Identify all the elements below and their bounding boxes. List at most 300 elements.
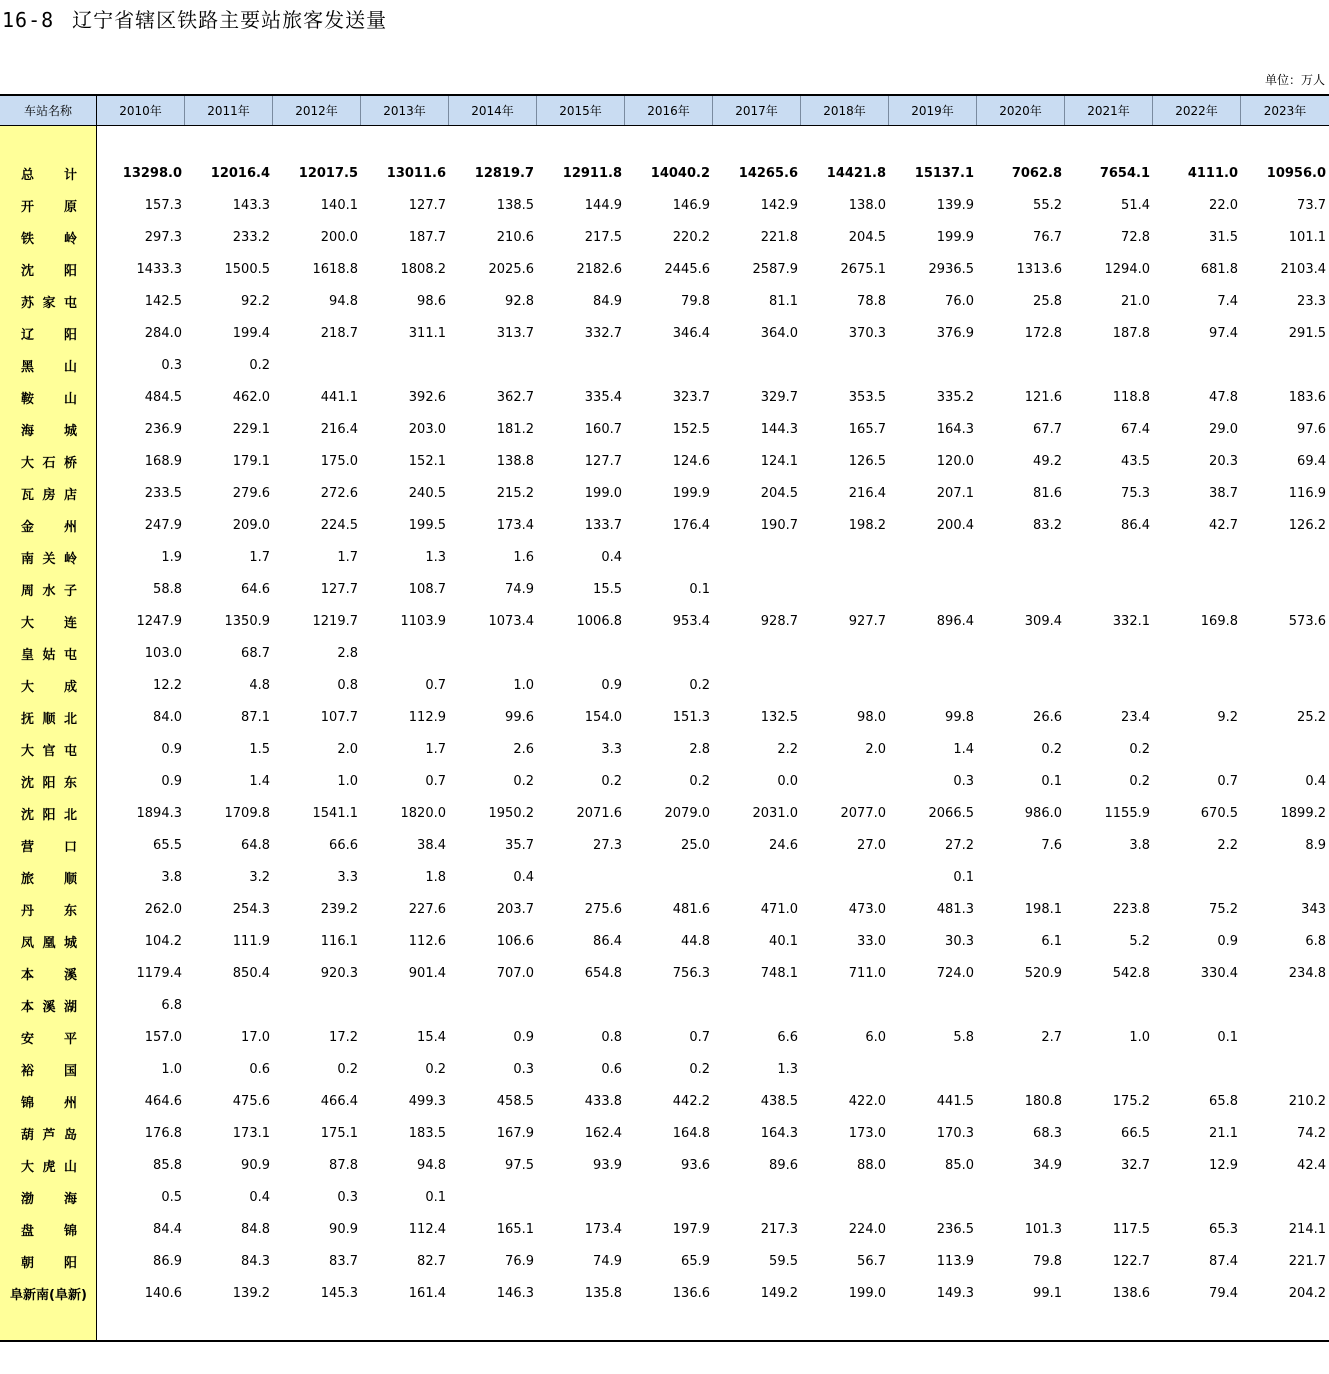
- value-cell: 217.5: [584, 229, 622, 245]
- table-row: [0, 1181, 1329, 1213]
- value-cell: 346.4: [672, 325, 710, 341]
- station-name: [0, 1156, 97, 1175]
- value-cell: 6.8: [161, 997, 182, 1013]
- station-name-char: 家: [42, 295, 56, 311]
- station-name-char: 湖: [63, 999, 77, 1015]
- station-name-char: 裕: [21, 1063, 35, 1079]
- value-cell: 12.2: [153, 677, 182, 693]
- value-cell: 111.9: [232, 933, 270, 949]
- value-cell: 55.2: [1033, 197, 1062, 213]
- table-row: [0, 765, 1329, 797]
- table-row: [0, 861, 1329, 893]
- value-cell: 953.4: [672, 613, 710, 629]
- value-cell: 2077.0: [840, 805, 886, 821]
- value-cell: 2.8: [337, 645, 358, 661]
- station-name-char: 海: [21, 423, 35, 439]
- value-cell: 224.0: [848, 1221, 886, 1237]
- value-cell: 25.0: [681, 837, 710, 853]
- value-cell: 229.1: [232, 421, 270, 437]
- value-cell: 14265.6: [738, 165, 798, 181]
- value-cell: 2.2: [777, 741, 798, 757]
- station-name-char: 北: [63, 711, 77, 727]
- value-cell: 3.2: [249, 869, 270, 885]
- station-name-char: 盘: [21, 1223, 35, 1239]
- value-cell: 87.8: [329, 1157, 358, 1173]
- value-cell: 94.8: [417, 1157, 446, 1173]
- value-cell: 198.2: [848, 517, 886, 533]
- value-cell: 108.7: [408, 581, 446, 597]
- value-cell: 176.4: [672, 517, 710, 533]
- value-cell: 14040.2: [650, 165, 710, 181]
- value-cell: 38.7: [1209, 485, 1238, 501]
- value-cell: 0.1: [425, 1189, 446, 1205]
- station-name-char: 安: [21, 1031, 35, 1047]
- value-cell: 284.0: [144, 325, 182, 341]
- unit-label: 单位：万人: [1264, 73, 1325, 87]
- value-cell: 1006.8: [576, 613, 622, 629]
- value-cell: 83.2: [1033, 517, 1062, 533]
- header-year: 2023年: [1263, 104, 1307, 118]
- value-cell: 32.7: [1121, 1157, 1150, 1173]
- value-cell: 0.2: [249, 357, 270, 373]
- value-cell: 139.2: [232, 1285, 270, 1301]
- value-cell: 2.8: [689, 741, 710, 757]
- value-cell: 113.9: [936, 1253, 974, 1269]
- value-cell: 2675.1: [840, 261, 886, 277]
- header-year: 2016年: [625, 96, 713, 125]
- value-cell: 2.6: [513, 741, 534, 757]
- value-cell: 142.5: [144, 293, 182, 309]
- station-name-char: 本: [21, 967, 35, 983]
- station-name: [0, 1124, 97, 1143]
- value-cell: 199.0: [584, 485, 622, 501]
- value-cell: 0.4: [601, 549, 622, 565]
- station-name-char: 东: [63, 775, 77, 791]
- value-cell: 65.3: [1209, 1221, 1238, 1237]
- station-name-char: 金: [21, 519, 35, 535]
- value-cell: 464.6: [144, 1093, 182, 1109]
- value-cell: 353.5: [848, 389, 886, 405]
- header-year: 2020年: [977, 96, 1065, 125]
- station-name-char: 城: [63, 935, 77, 951]
- value-cell: 173.0: [848, 1125, 886, 1141]
- value-cell: 1820.0: [400, 805, 446, 821]
- value-cell: 462.0: [232, 389, 270, 405]
- station-name-char: 连: [63, 615, 77, 631]
- value-cell: 40.1: [769, 933, 798, 949]
- value-cell: 2182.6: [576, 261, 622, 277]
- value-cell: 376.9: [936, 325, 974, 341]
- value-cell: 56.7: [857, 1253, 886, 1269]
- value-cell: 6.1: [1041, 933, 1062, 949]
- value-cell: 15.4: [417, 1029, 446, 1045]
- station-name-char: 岭: [63, 231, 77, 247]
- value-cell: 43.5: [1121, 453, 1150, 469]
- table-row: [0, 1053, 1329, 1085]
- station-name-char: 山: [63, 1159, 77, 1175]
- value-cell: 76.9: [505, 1253, 534, 1269]
- value-cell: 92.8: [505, 293, 534, 309]
- station-name: [0, 804, 97, 823]
- value-cell: 66.6: [329, 837, 358, 853]
- value-cell: 1.7: [425, 741, 446, 757]
- station-name: [0, 868, 97, 887]
- value-cell: 76.0: [945, 293, 974, 309]
- station-name-char: 大: [21, 455, 35, 471]
- station-name-char: 阳: [63, 1255, 77, 1271]
- value-cell: 86.9: [153, 1253, 182, 1269]
- value-cell: 0.9: [1217, 933, 1238, 949]
- station-name-char: 辽: [21, 327, 35, 343]
- value-cell: 0.2: [1041, 741, 1062, 757]
- station-name: [0, 836, 97, 855]
- table-row: [0, 797, 1329, 829]
- value-cell: 7062.8: [1011, 165, 1062, 181]
- value-cell: 79.8: [1033, 1253, 1062, 1269]
- value-cell: 481.6: [672, 901, 710, 917]
- value-cell: 2071.6: [576, 805, 622, 821]
- value-cell: 79.4: [1209, 1285, 1238, 1301]
- table-row: [0, 893, 1329, 925]
- value-cell: 172.8: [1024, 325, 1062, 341]
- value-cell: 34.9: [1033, 1157, 1062, 1173]
- station-name-char: 周: [21, 583, 35, 599]
- value-cell: 224.5: [320, 517, 358, 533]
- value-cell: 236.5: [936, 1221, 974, 1237]
- table-number: 16-8: [2, 8, 55, 32]
- station-name: [0, 164, 97, 183]
- table-row: [0, 1213, 1329, 1245]
- value-cell: 23.4: [1121, 709, 1150, 725]
- value-cell: 748.1: [760, 965, 798, 981]
- station-name-char: 芦: [42, 1127, 56, 1143]
- value-cell: 160.7: [584, 421, 622, 437]
- station-name-char: 北: [63, 807, 77, 823]
- value-cell: 1433.3: [136, 261, 182, 277]
- value-cell: 239.2: [320, 901, 358, 917]
- table-row: [0, 701, 1329, 733]
- table-bottom-border: [0, 1340, 1329, 1342]
- value-cell: 1073.4: [488, 613, 534, 629]
- value-cell: 0.2: [337, 1061, 358, 1077]
- value-cell: 0.2: [601, 773, 622, 789]
- value-cell: 17.2: [329, 1029, 358, 1045]
- header-year: 2021年: [1065, 96, 1153, 125]
- station-name: [0, 1188, 97, 1207]
- value-cell: 170.3: [936, 1125, 974, 1141]
- value-cell: 12.9: [1209, 1157, 1238, 1173]
- value-cell: 35.7: [505, 837, 534, 853]
- value-cell: 162.4: [584, 1125, 622, 1141]
- value-cell: 173.4: [584, 1221, 622, 1237]
- value-cell: 896.4: [936, 613, 974, 629]
- station-name-char: 屯: [63, 743, 77, 759]
- table-row: [0, 989, 1329, 1021]
- value-cell: 1709.8: [224, 805, 270, 821]
- table-row: [0, 957, 1329, 989]
- value-cell: 901.4: [408, 965, 446, 981]
- station-name-char: 官: [42, 743, 56, 759]
- station-name: [0, 228, 97, 247]
- value-cell: 65.8: [1209, 1093, 1238, 1109]
- table-row: [0, 381, 1329, 413]
- station-name-char: 抚: [21, 711, 35, 727]
- station-name-char: 石: [42, 455, 56, 471]
- value-cell: 0.2: [1129, 773, 1150, 789]
- table-row: [0, 1245, 1329, 1277]
- value-cell: 3.3: [601, 741, 622, 757]
- value-cell: 149.2: [760, 1285, 798, 1301]
- value-cell: 58.8: [153, 581, 182, 597]
- station-name-char: 城: [63, 423, 77, 439]
- value-cell: 101.3: [1024, 1221, 1062, 1237]
- value-cell: 126.5: [848, 453, 886, 469]
- station-name: [0, 740, 97, 759]
- value-cell: 199.9: [672, 485, 710, 501]
- station-name: [0, 612, 97, 631]
- value-cell: 124.1: [760, 453, 798, 469]
- value-cell: 187.7: [408, 229, 446, 245]
- value-cell: 183.5: [408, 1125, 446, 1141]
- station-name-char: 阳: [42, 775, 56, 791]
- station-name: [0, 1220, 97, 1239]
- value-cell: 15137.1: [914, 165, 974, 181]
- station-name-char: 桥: [63, 455, 77, 471]
- value-cell: 217.3: [760, 1221, 798, 1237]
- value-cell: 223.8: [1112, 901, 1150, 917]
- page-title: [2, 4, 387, 33]
- value-cell: 0.7: [425, 677, 446, 693]
- station-name-char: 大: [21, 679, 35, 695]
- value-cell: 179.1: [232, 453, 270, 469]
- value-cell: 986.0: [1024, 805, 1062, 821]
- station-name-char: 瓦: [21, 487, 35, 503]
- value-cell: 25.8: [1033, 293, 1062, 309]
- value-cell: 93.6: [681, 1157, 710, 1173]
- station-name-char: 岛: [63, 1127, 77, 1143]
- value-cell: 10956.0: [1266, 165, 1326, 181]
- value-cell: 33.0: [857, 933, 886, 949]
- value-cell: 199.0: [848, 1285, 886, 1301]
- station-name: [0, 484, 97, 503]
- value-cell: 6.6: [777, 1029, 798, 1045]
- station-name-char: 州: [63, 519, 77, 535]
- value-cell: 0.6: [249, 1061, 270, 1077]
- value-cell: 69.4: [1297, 453, 1326, 469]
- station-name-char: 子: [63, 583, 77, 599]
- value-cell: 199.5: [408, 517, 446, 533]
- value-cell: 165.1: [496, 1221, 534, 1237]
- value-cell: 74.9: [505, 581, 534, 597]
- value-cell: 139.9: [936, 197, 974, 213]
- value-cell: 107.7: [320, 709, 358, 725]
- value-cell: 27.2: [945, 837, 974, 853]
- value-cell: 0.1: [689, 581, 710, 597]
- value-cell: 215.2: [496, 485, 534, 501]
- value-cell: 2.2: [1217, 837, 1238, 853]
- value-cell: 0.9: [513, 1029, 534, 1045]
- value-cell: 0.6: [601, 1061, 622, 1077]
- value-cell: 2587.9: [752, 261, 798, 277]
- value-cell: 20.3: [1209, 453, 1238, 469]
- station-name-char: 葫: [21, 1127, 35, 1143]
- value-cell: 151.3: [672, 709, 710, 725]
- value-cell: 122.7: [1112, 1253, 1150, 1269]
- table-row: [0, 221, 1329, 253]
- value-cell: 173.4: [496, 517, 534, 533]
- station-name-char: 岭: [63, 551, 77, 567]
- value-cell: 199.9: [936, 229, 974, 245]
- value-cell: 573.6: [1288, 613, 1326, 629]
- station-name-char: 总: [21, 167, 35, 183]
- value-cell: 116.9: [1288, 485, 1326, 501]
- value-cell: 23.3: [1297, 293, 1326, 309]
- value-cell: 221.8: [760, 229, 798, 245]
- value-cell: 1.5: [249, 741, 270, 757]
- value-cell: 2103.4: [1280, 261, 1326, 277]
- value-cell: 75.2: [1209, 901, 1238, 917]
- value-cell: 542.8: [1112, 965, 1150, 981]
- station-name-char: 房: [42, 487, 56, 503]
- value-cell: 233.2: [232, 229, 270, 245]
- station-name-char: 旅: [21, 871, 35, 887]
- value-cell: 65.9: [681, 1253, 710, 1269]
- value-cell: 520.9: [1024, 965, 1062, 981]
- value-cell: 0.9: [161, 741, 182, 757]
- value-cell: 117.5: [1112, 1221, 1150, 1237]
- value-cell: 203.0: [408, 421, 446, 437]
- value-cell: 311.1: [408, 325, 446, 341]
- value-cell: 233.5: [144, 485, 182, 501]
- value-cell: 146.3: [496, 1285, 534, 1301]
- value-cell: 81.1: [769, 293, 798, 309]
- value-cell: 323.7: [672, 389, 710, 405]
- station-name-char: 平: [63, 1031, 77, 1047]
- value-cell: 168.9: [144, 453, 182, 469]
- value-cell: 216.4: [320, 421, 358, 437]
- header-year: 2017年: [713, 96, 801, 125]
- value-cell: 13298.0: [122, 165, 182, 181]
- value-cell: 2025.6: [488, 261, 534, 277]
- station-name-char: 鞍: [21, 391, 35, 407]
- value-cell: 98.0: [857, 709, 886, 725]
- value-cell: 0.2: [689, 773, 710, 789]
- station-name-char: 大: [21, 1159, 35, 1175]
- value-cell: 15.5: [593, 581, 622, 597]
- table-row: [0, 605, 1329, 637]
- value-cell: 138.5: [496, 197, 534, 213]
- value-cell: 17.0: [241, 1029, 270, 1045]
- value-cell: 724.0: [936, 965, 974, 981]
- value-cell: 392.6: [408, 389, 446, 405]
- value-cell: 87.1: [241, 709, 270, 725]
- station-name-char: 虎: [42, 1159, 56, 1175]
- station-name-char: 关: [42, 551, 56, 567]
- value-cell: 152.1: [408, 453, 446, 469]
- value-cell: 0.2: [425, 1061, 446, 1077]
- value-cell: 97.6: [1297, 421, 1326, 437]
- station-name: [0, 388, 97, 407]
- value-cell: 1179.4: [136, 965, 182, 981]
- station-name: [0, 452, 97, 471]
- value-cell: 254.3: [232, 901, 270, 917]
- value-cell: 0.2: [689, 1061, 710, 1077]
- value-cell: 6.0: [865, 1029, 886, 1045]
- value-cell: 433.8: [584, 1093, 622, 1109]
- value-cell: 127.7: [320, 581, 358, 597]
- station-name-char: 屯: [63, 295, 77, 311]
- value-cell: 1103.9: [400, 613, 446, 629]
- value-cell: 221.7: [1288, 1253, 1326, 1269]
- station-name-char: 渤: [21, 1191, 35, 1207]
- station-name: [0, 1252, 97, 1271]
- value-cell: 0.3: [953, 773, 974, 789]
- value-cell: 297.3: [144, 229, 182, 245]
- value-cell: 81.6: [1033, 485, 1062, 501]
- value-cell: 27.0: [857, 837, 886, 853]
- value-cell: 180.8: [1024, 1093, 1062, 1109]
- value-cell: 187.8: [1112, 325, 1150, 341]
- value-cell: 116.1: [320, 933, 358, 949]
- station-name: [0, 260, 97, 279]
- station-name: [0, 516, 97, 535]
- value-cell: 152.5: [672, 421, 710, 437]
- header-year: 2022年: [1153, 96, 1241, 125]
- value-cell: 1.0: [1129, 1029, 1150, 1045]
- value-cell: 9.2: [1217, 709, 1238, 725]
- value-cell: 154.0: [584, 709, 622, 725]
- station-name-char: 大: [21, 743, 35, 759]
- header-station-name: 车站名称: [0, 96, 97, 125]
- value-cell: 21.1: [1209, 1125, 1238, 1141]
- value-cell: 1.7: [249, 549, 270, 565]
- value-cell: 84.0: [153, 709, 182, 725]
- table-row: [0, 285, 1329, 317]
- value-cell: 31.5: [1209, 229, 1238, 245]
- value-cell: 0.3: [513, 1061, 534, 1077]
- value-cell: 138.8: [496, 453, 534, 469]
- value-cell: 2.0: [337, 741, 358, 757]
- station-name-char: 沈: [21, 775, 35, 791]
- station-name-char: 州: [63, 1095, 77, 1111]
- value-cell: 199.4: [232, 325, 270, 341]
- station-name: [0, 548, 97, 567]
- value-cell: 330.4: [1200, 965, 1238, 981]
- value-cell: 26.6: [1033, 709, 1062, 725]
- header-year: 2015年: [537, 96, 625, 125]
- value-cell: 2.0: [865, 741, 886, 757]
- value-cell: 86.4: [593, 933, 622, 949]
- value-cell: 8.9: [1305, 837, 1326, 853]
- value-cell: 4.8: [249, 677, 270, 693]
- station-name-char: 阳: [63, 263, 77, 279]
- station-name-char: 水: [42, 583, 56, 599]
- value-cell: 370.3: [848, 325, 886, 341]
- station-name-char: 沈: [21, 263, 35, 279]
- value-cell: 143.3: [232, 197, 270, 213]
- value-cell: 214.1: [1288, 1221, 1326, 1237]
- value-cell: 227.6: [408, 901, 446, 917]
- table-row: [0, 925, 1329, 957]
- station-name-char: 山: [63, 391, 77, 407]
- value-cell: 422.0: [848, 1093, 886, 1109]
- value-cell: 1.3: [425, 549, 446, 565]
- table-title: 辽宁省辖区铁路主要站旅客发送量: [72, 8, 388, 32]
- station-name: [0, 324, 97, 343]
- value-cell: 654.8: [584, 965, 622, 981]
- value-cell: 157.3: [144, 197, 182, 213]
- table-body: [0, 157, 1329, 1309]
